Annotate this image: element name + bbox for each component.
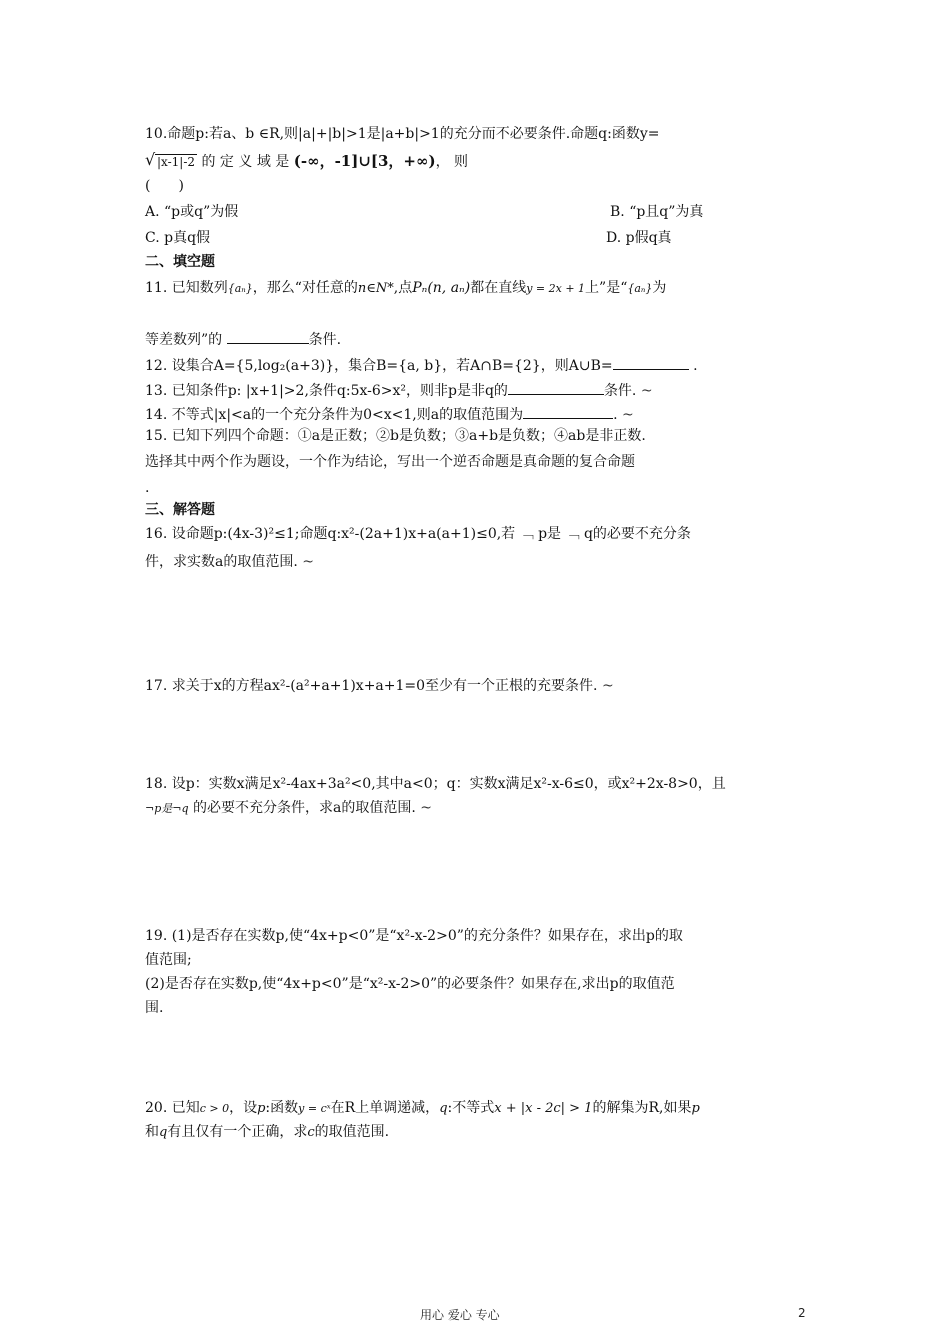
domain-set: (-∞，-1]∪[3，+∞) <box>293 152 436 170</box>
scribble-mark-icon: ~ <box>601 678 614 694</box>
section-fill-in: 二、填空题 <box>145 254 215 270</box>
q10-option-b: B. “p且q”为真 <box>610 204 704 220</box>
q19-line3: (2)是否存在实数p,使“4x+p<0”是“x²-x-2>0”的必要条件？如果存在,求出p的取值范 <box>145 976 675 992</box>
q11-line2: 等差数列”的 条件. <box>145 327 341 350</box>
q12-line: 12. 设集合A={5,log₂(a+3)}，集合B={a, b}，若A∩B={2}，则A∪B= . <box>145 353 698 376</box>
q10-option-d: D. p假q真 <box>606 230 672 246</box>
q11-line1: 11. 已知数列{aₙ}，那么“对任意的n∈N*,点Pₙ(n, aₙ)都在直线y = 2x + 1上”是“{aₙ}为 <box>145 280 667 296</box>
q10-option-c: C. p真q假 <box>145 230 211 246</box>
q19-line1: 19. (1)是否存在实数p,使“4x+p<0”是“x²-x-2>0”的充分条件？如果存在，求出p的取 <box>145 928 683 944</box>
q17-line1: 17. 求关于x的方程ax²-(a²+a+1)x+a+1=0至少有一个正根的充要条件. ~ <box>145 678 614 694</box>
scribble-mark-icon: ~ <box>622 407 634 423</box>
q15-line3: . <box>145 480 150 496</box>
q13-line: 13. 已知条件p: |x+1|>2,条件q:5x-6>x²，则非p是非q的 条件. ~ <box>145 378 653 401</box>
q20-line2: 和q有且仅有一个正确，求c的取值范围. <box>145 1124 390 1140</box>
q10-option-a: A. “p或q”为假 <box>145 204 239 220</box>
scribble-mark-icon: ~ <box>302 554 314 570</box>
q15-line1: 15. 已知下列四个命题：①a是正数；②b是负数；③a+b是负数；④ab是非正数. <box>145 428 646 444</box>
q18-line1: 18. 设p：实数x满足x²-4ax+3a²<0,其中a<0；q：实数x满足x²-x-6≤0，或x²+2x-8>0，且 <box>145 776 726 792</box>
q11-blank <box>227 327 309 344</box>
footer-slogan: 用心 爱心 专心 <box>420 1308 500 1322</box>
q19-line2: 值范围; <box>145 952 192 968</box>
q14-blank <box>523 402 613 419</box>
page-number: 2 <box>798 1306 806 1320</box>
q13-blank <box>508 378 604 395</box>
q10-line1: 10.命题p:若a、b ∈R,则|a|+|b|>1是|a+b|>1的充分而不必要条件.命题q:函数y= <box>145 126 660 142</box>
sqrt-expression: √ |x-1|-2 <box>145 150 196 169</box>
scribble-mark-icon: ~ <box>640 383 653 399</box>
q16-line1: 16. 设命题p:(4x-3)²≤1;命题q:x²-(2a+1)x+a(a+1)≤0,若 ﹁ p是 ﹁ q的必要不充分条 <box>145 526 691 542</box>
q16-line2: 件，求实数a的取值范围. ~ <box>145 554 314 570</box>
q15-line2: 选择其中两个作为题设，一个作为结论，写出一个逆否命题是真命题的复合命题 <box>145 454 635 470</box>
section-solutions: 三、解答题 <box>145 502 215 518</box>
q10-line2: √ |x-1|-2 的 定 义 域 是 (-∞，-1]∪[3，+∞)， 则 <box>145 150 469 170</box>
q20-line1: 20. 已知c > 0，设p:函数y = cˣ在R上单调递减，q:不等式x + |x - 2c| > 1的解集为R,如果p <box>145 1100 700 1116</box>
q12-blank <box>613 353 689 370</box>
q10-line3: ( ) <box>145 178 184 194</box>
q18-line2: ¬p是¬q 的必要不充分条件，求a的取值范围. ~ <box>145 800 432 816</box>
scribble-mark-icon: ~ <box>420 800 432 816</box>
q19-line4: 围. <box>145 1000 164 1016</box>
q14-line: 14. 不等式|x|<a的一个充分条件为0<x<1,则a的取值范围为 . ~ <box>145 402 634 425</box>
